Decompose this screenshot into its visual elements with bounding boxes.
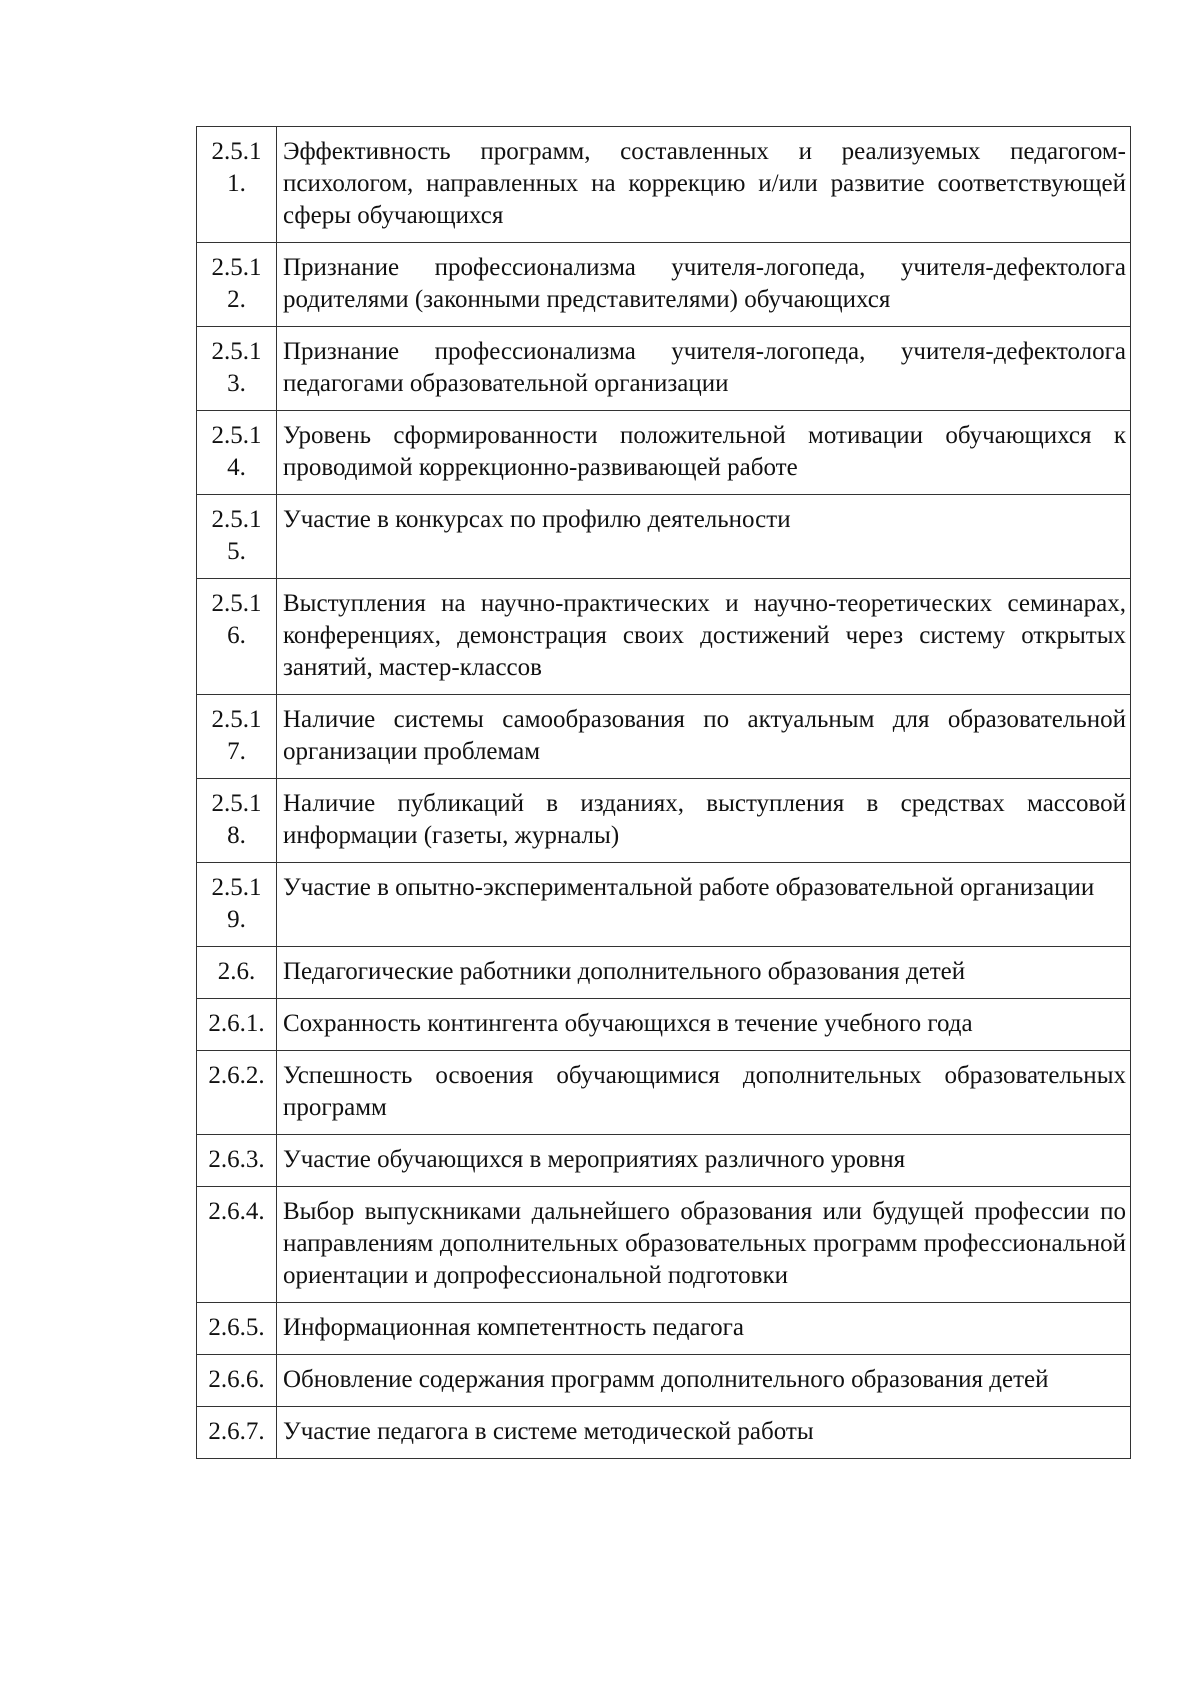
table-row — [197, 579, 1131, 695]
item-number: 2.6.1. — [197, 999, 277, 1051]
table-row — [197, 127, 1131, 243]
item-number: 2.6.3. — [197, 1135, 277, 1187]
item-number: 2.6.5. — [197, 1303, 277, 1355]
table-row — [197, 1355, 1131, 1407]
item-description: Успешность освоения обучающимися дополнительных образовательных программ — [277, 1051, 1131, 1135]
table-row — [197, 327, 1131, 411]
item-number: 2.5.1 7. — [197, 695, 277, 779]
table-row — [197, 947, 1131, 999]
item-number: 2.5.1 5. — [197, 495, 277, 579]
item-description: Сохранность контингента обучающихся в течение учебного года — [277, 999, 1131, 1051]
table-row — [197, 695, 1131, 779]
item-description: Участие в конкурсах по профилю деятельности — [277, 495, 1131, 579]
item-number: 2.5.1 2. — [197, 243, 277, 327]
item-description: Признание профессионализма учителя-логопеда, учителя-дефектолога родителями (законными представителями) обучающихся — [277, 243, 1131, 327]
item-number: 2.5.1 3. — [197, 327, 277, 411]
item-number: 2.5.1 6. — [197, 579, 277, 695]
item-number: 2.5.1 1. — [197, 127, 277, 243]
item-number: 2.6.7. — [197, 1407, 277, 1459]
table-row — [197, 495, 1131, 579]
criteria-table — [196, 126, 1131, 1459]
item-number: 2.6.4. — [197, 1187, 277, 1303]
table-row — [197, 1303, 1131, 1355]
table-row — [197, 1187, 1131, 1303]
table-row — [197, 411, 1131, 495]
item-number: 2.6. — [197, 947, 277, 999]
item-number: 2.6.2. — [197, 1051, 277, 1135]
item-description: Участие педагога в системе методической работы — [277, 1407, 1131, 1459]
table-row — [197, 243, 1131, 327]
table-row — [197, 779, 1131, 863]
item-description: Обновление содержания программ дополнительного образования детей — [277, 1355, 1131, 1407]
item-description: Участие в опытно-экспериментальной работе образовательной организации — [277, 863, 1131, 947]
table-row — [197, 1135, 1131, 1187]
item-description: Признание профессионализма учителя-логопеда, учителя-дефектолога педагогами образовательной организации — [277, 327, 1131, 411]
item-description: Уровень сформированности положительной мотивации обучающихся к проводимой коррекционно-развивающей работе — [277, 411, 1131, 495]
table-row — [197, 999, 1131, 1051]
item-number: 2.5.1 8. — [197, 779, 277, 863]
item-number: 2.5.1 4. — [197, 411, 277, 495]
table-row — [197, 863, 1131, 947]
item-description: Эффективность программ, составленных и реализуемых педагогом-психологом, направленных на коррекцию и/или развитие соответствующей сферы обучающихся — [277, 127, 1131, 243]
item-number: 2.6.6. — [197, 1355, 277, 1407]
item-number: 2.5.1 9. — [197, 863, 277, 947]
item-description: Информационная компетентность педагога — [277, 1303, 1131, 1355]
item-description: Наличие публикаций в изданиях, выступления в средствах массовой информации (газеты, журналы) — [277, 779, 1131, 863]
table-row — [197, 1407, 1131, 1459]
item-description: Участие обучающихся в мероприятиях различного уровня — [277, 1135, 1131, 1187]
item-description: Выбор выпускниками дальнейшего образования или будущей профессии по направлениям дополнительных образовательных программ профессиональной ориентации и допрофессиональной подготовки — [277, 1187, 1131, 1303]
item-description: Выступления на научно-практических и научно-теоретических семинарах, конференциях, демонстрация своих достижений через систему открытых занятий, мастер-классов — [277, 579, 1131, 695]
criteria-table-body — [197, 127, 1131, 1459]
document-page — [196, 126, 1131, 1459]
item-description: Наличие системы самообразования по актуальным для образовательной организации проблемам — [277, 695, 1131, 779]
table-row — [197, 1051, 1131, 1135]
item-description: Педагогические работники дополнительного образования детей — [277, 947, 1131, 999]
